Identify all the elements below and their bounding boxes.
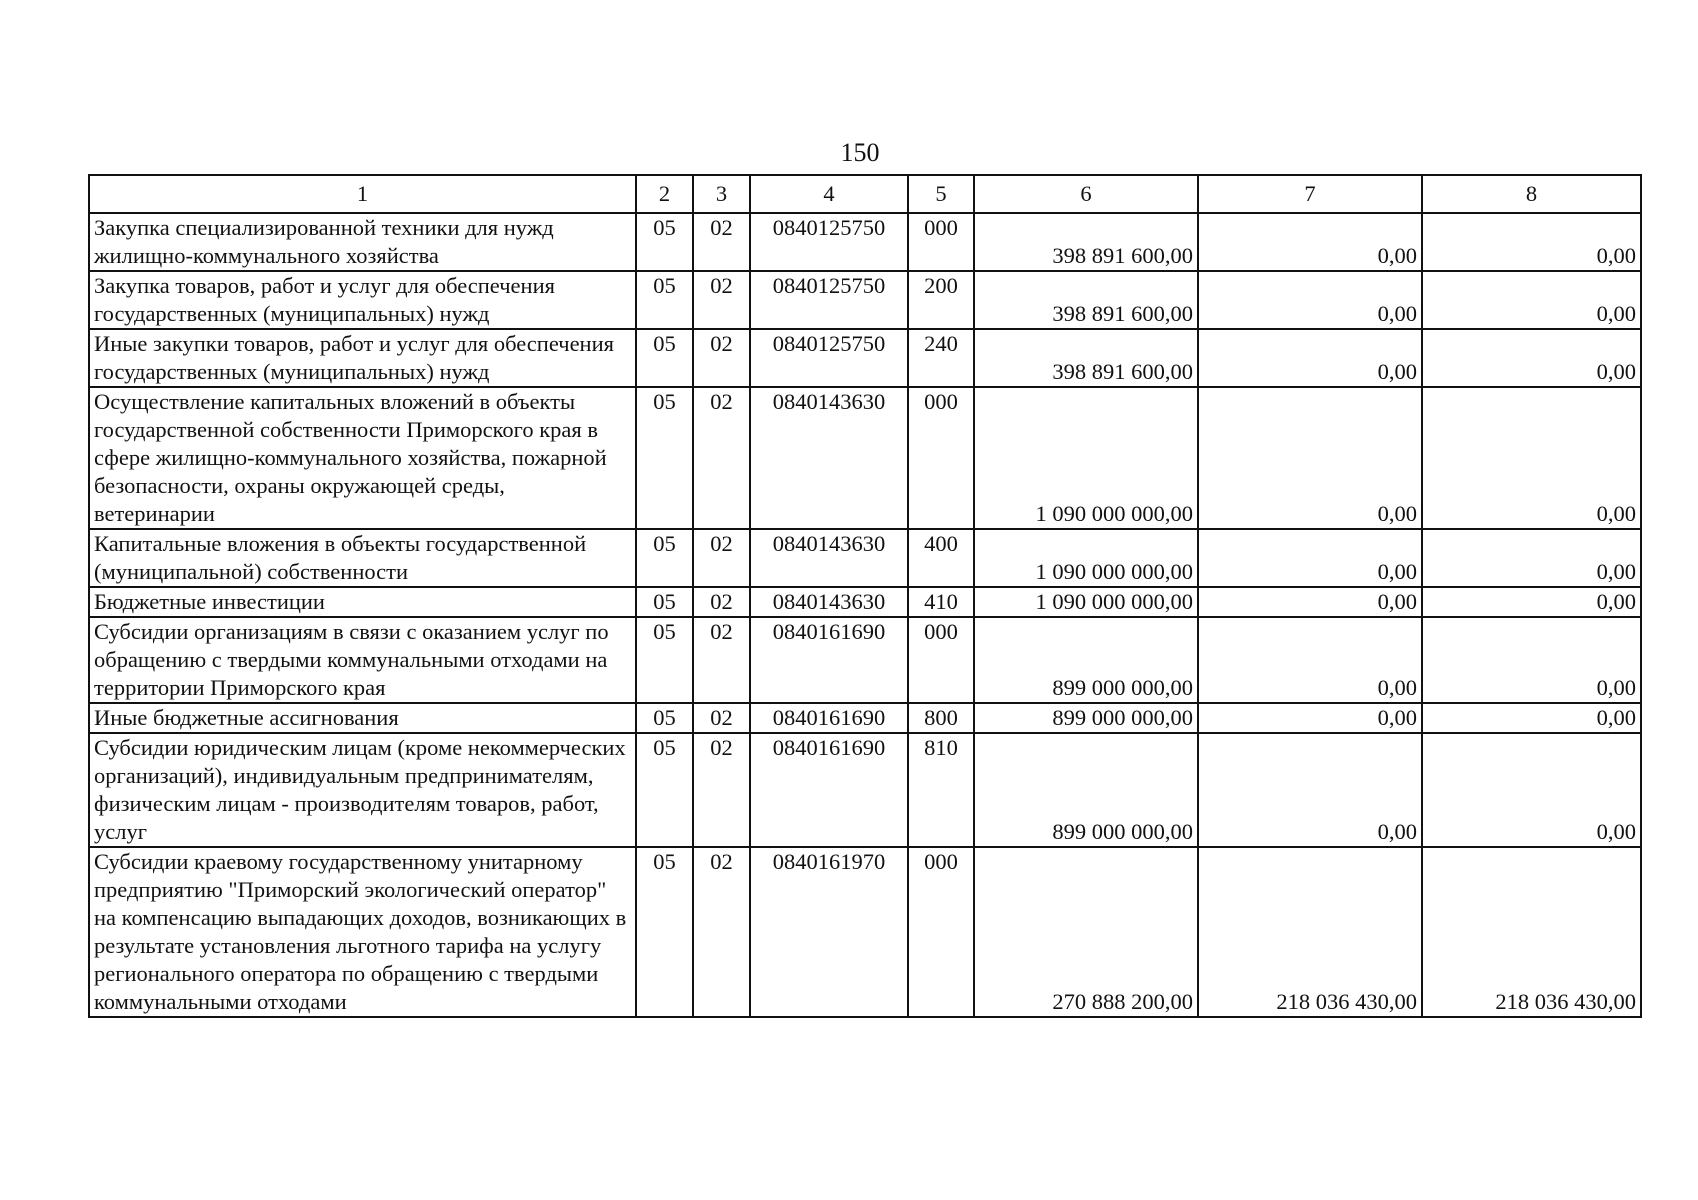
row-target-code: 0840161690 [750, 617, 908, 703]
row-name: Субсидии краевому государственному унитарному предприятию "Приморский экологический оператор" на компенсацию выпадающих доходов, возникающих в результате установления льготного тарифа на услугу регионального оператора по обращению с твердыми коммунальными отходами [89, 847, 636, 1017]
row-expense-type: 000 [908, 617, 974, 703]
row-name: Капитальные вложения в объекты государственной (муниципальной) собственности [89, 529, 636, 587]
row-amount-col8: 0,00 [1422, 213, 1641, 271]
row-amount-col6: 899 000 000,00 [974, 733, 1198, 847]
table-row [89, 387, 1641, 529]
row-name: Субсидии организациям в связи с оказанием услуг по обращению с твердыми коммунальными отходами на территории Приморского края [89, 617, 636, 703]
row-amount-col7: 0,00 [1198, 329, 1422, 387]
row-amount-col7: 0,00 [1198, 271, 1422, 329]
row-name: Закупка специализированной техники для нужд жилищно-коммунального хозяйства [89, 213, 636, 271]
header-col-4: 4 [750, 175, 908, 213]
table-row [89, 271, 1641, 329]
row-name: Субсидии юридическим лицам (кроме некоммерческих организаций), индивидуальным предпринимателям, физическим лицам - производителям товаров, работ, услуг [89, 733, 636, 847]
row-target-code: 0840143630 [750, 529, 908, 587]
table-row [89, 847, 1641, 1017]
row-subsection: 02 [693, 617, 750, 703]
row-expense-type: 200 [908, 271, 974, 329]
row-section: 05 [636, 617, 693, 703]
table-row [89, 329, 1641, 387]
row-section: 05 [636, 387, 693, 529]
header-col-6: 6 [974, 175, 1198, 213]
row-name: Осуществление капитальных вложений в объекты государственной собственности Приморского края в сфере жилищно-коммунального хозяйства, пожарной безопасности, охраны окружающей среды, ветеринарии [89, 387, 636, 529]
header-col-2: 2 [636, 175, 693, 213]
row-section: 05 [636, 271, 693, 329]
row-amount-col8: 0,00 [1422, 387, 1641, 529]
row-target-code: 0840161690 [750, 703, 908, 733]
row-subsection: 02 [693, 587, 750, 617]
header-col-1: 1 [89, 175, 636, 213]
row-expense-type: 410 [908, 587, 974, 617]
row-target-code: 0840125750 [750, 329, 908, 387]
row-subsection: 02 [693, 703, 750, 733]
row-expense-type: 810 [908, 733, 974, 847]
row-amount-col7: 0,00 [1198, 387, 1422, 529]
row-amount-col6: 398 891 600,00 [974, 329, 1198, 387]
page-number: 150 [840, 138, 880, 167]
row-expense-type: 000 [908, 847, 974, 1017]
row-section: 05 [636, 213, 693, 271]
row-section: 05 [636, 329, 693, 387]
row-amount-col8: 0,00 [1422, 329, 1641, 387]
row-amount-col8: 0,00 [1422, 733, 1641, 847]
row-amount-col8: 0,00 [1422, 587, 1641, 617]
row-amount-col6: 899 000 000,00 [974, 617, 1198, 703]
row-expense-type: 800 [908, 703, 974, 733]
row-amount-col8: 0,00 [1422, 703, 1641, 733]
row-section: 05 [636, 703, 693, 733]
row-section: 05 [636, 587, 693, 617]
row-subsection: 02 [693, 329, 750, 387]
table-row [89, 529, 1641, 587]
table-row [89, 733, 1641, 847]
header-col-5: 5 [908, 175, 974, 213]
header-col-7: 7 [1198, 175, 1422, 213]
row-subsection: 02 [693, 847, 750, 1017]
header-col-8: 8 [1422, 175, 1641, 213]
row-amount-col8: 0,00 [1422, 529, 1641, 587]
row-target-code: 0840125750 [750, 213, 908, 271]
row-amount-col6: 1 090 000 000,00 [974, 587, 1198, 617]
row-expense-type: 000 [908, 213, 974, 271]
row-amount-col6: 270 888 200,00 [974, 847, 1198, 1017]
header-col-3: 3 [693, 175, 750, 213]
row-name: Иные бюджетные ассигнования [89, 703, 636, 733]
table-row [89, 617, 1641, 703]
row-amount-col6: 1 090 000 000,00 [974, 387, 1198, 529]
row-section: 05 [636, 529, 693, 587]
row-name: Бюджетные инвестиции [89, 587, 636, 617]
row-subsection: 02 [693, 213, 750, 271]
row-amount-col8: 0,00 [1422, 271, 1641, 329]
row-amount-col6: 398 891 600,00 [974, 213, 1198, 271]
header-row [89, 175, 1641, 213]
row-subsection: 02 [693, 529, 750, 587]
row-target-code: 0840143630 [750, 387, 908, 529]
row-amount-col7: 0,00 [1198, 213, 1422, 271]
row-amount-col8: 218 036 430,00 [1422, 847, 1641, 1017]
row-target-code: 0840143630 [750, 587, 908, 617]
row-amount-col6: 1 090 000 000,00 [974, 529, 1198, 587]
row-amount-col7: 0,00 [1198, 529, 1422, 587]
row-subsection: 02 [693, 733, 750, 847]
table-row [89, 703, 1641, 733]
row-amount-col6: 398 891 600,00 [974, 271, 1198, 329]
row-name: Иные закупки товаров, работ и услуг для обеспечения государственных (муниципальных) нужд [89, 329, 636, 387]
row-target-code: 0840125750 [750, 271, 908, 329]
row-name: Закупка товаров, работ и услуг для обеспечения государственных (муниципальных) нужд [89, 271, 636, 329]
row-target-code: 0840161970 [750, 847, 908, 1017]
row-amount-col7: 0,00 [1198, 703, 1422, 733]
row-amount-col8: 0,00 [1422, 617, 1641, 703]
budget-table [88, 174, 1642, 1018]
row-expense-type: 400 [908, 529, 974, 587]
row-amount-col6: 899 000 000,00 [974, 703, 1198, 733]
row-section: 05 [636, 847, 693, 1017]
row-section: 05 [636, 733, 693, 847]
row-subsection: 02 [693, 387, 750, 529]
row-amount-col7: 0,00 [1198, 617, 1422, 703]
row-amount-col7: 218 036 430,00 [1198, 847, 1422, 1017]
row-amount-col7: 0,00 [1198, 587, 1422, 617]
row-amount-col7: 0,00 [1198, 733, 1422, 847]
row-expense-type: 240 [908, 329, 974, 387]
table-row [89, 587, 1641, 617]
row-expense-type: 000 [908, 387, 974, 529]
row-subsection: 02 [693, 271, 750, 329]
row-target-code: 0840161690 [750, 733, 908, 847]
table-row [89, 213, 1641, 271]
